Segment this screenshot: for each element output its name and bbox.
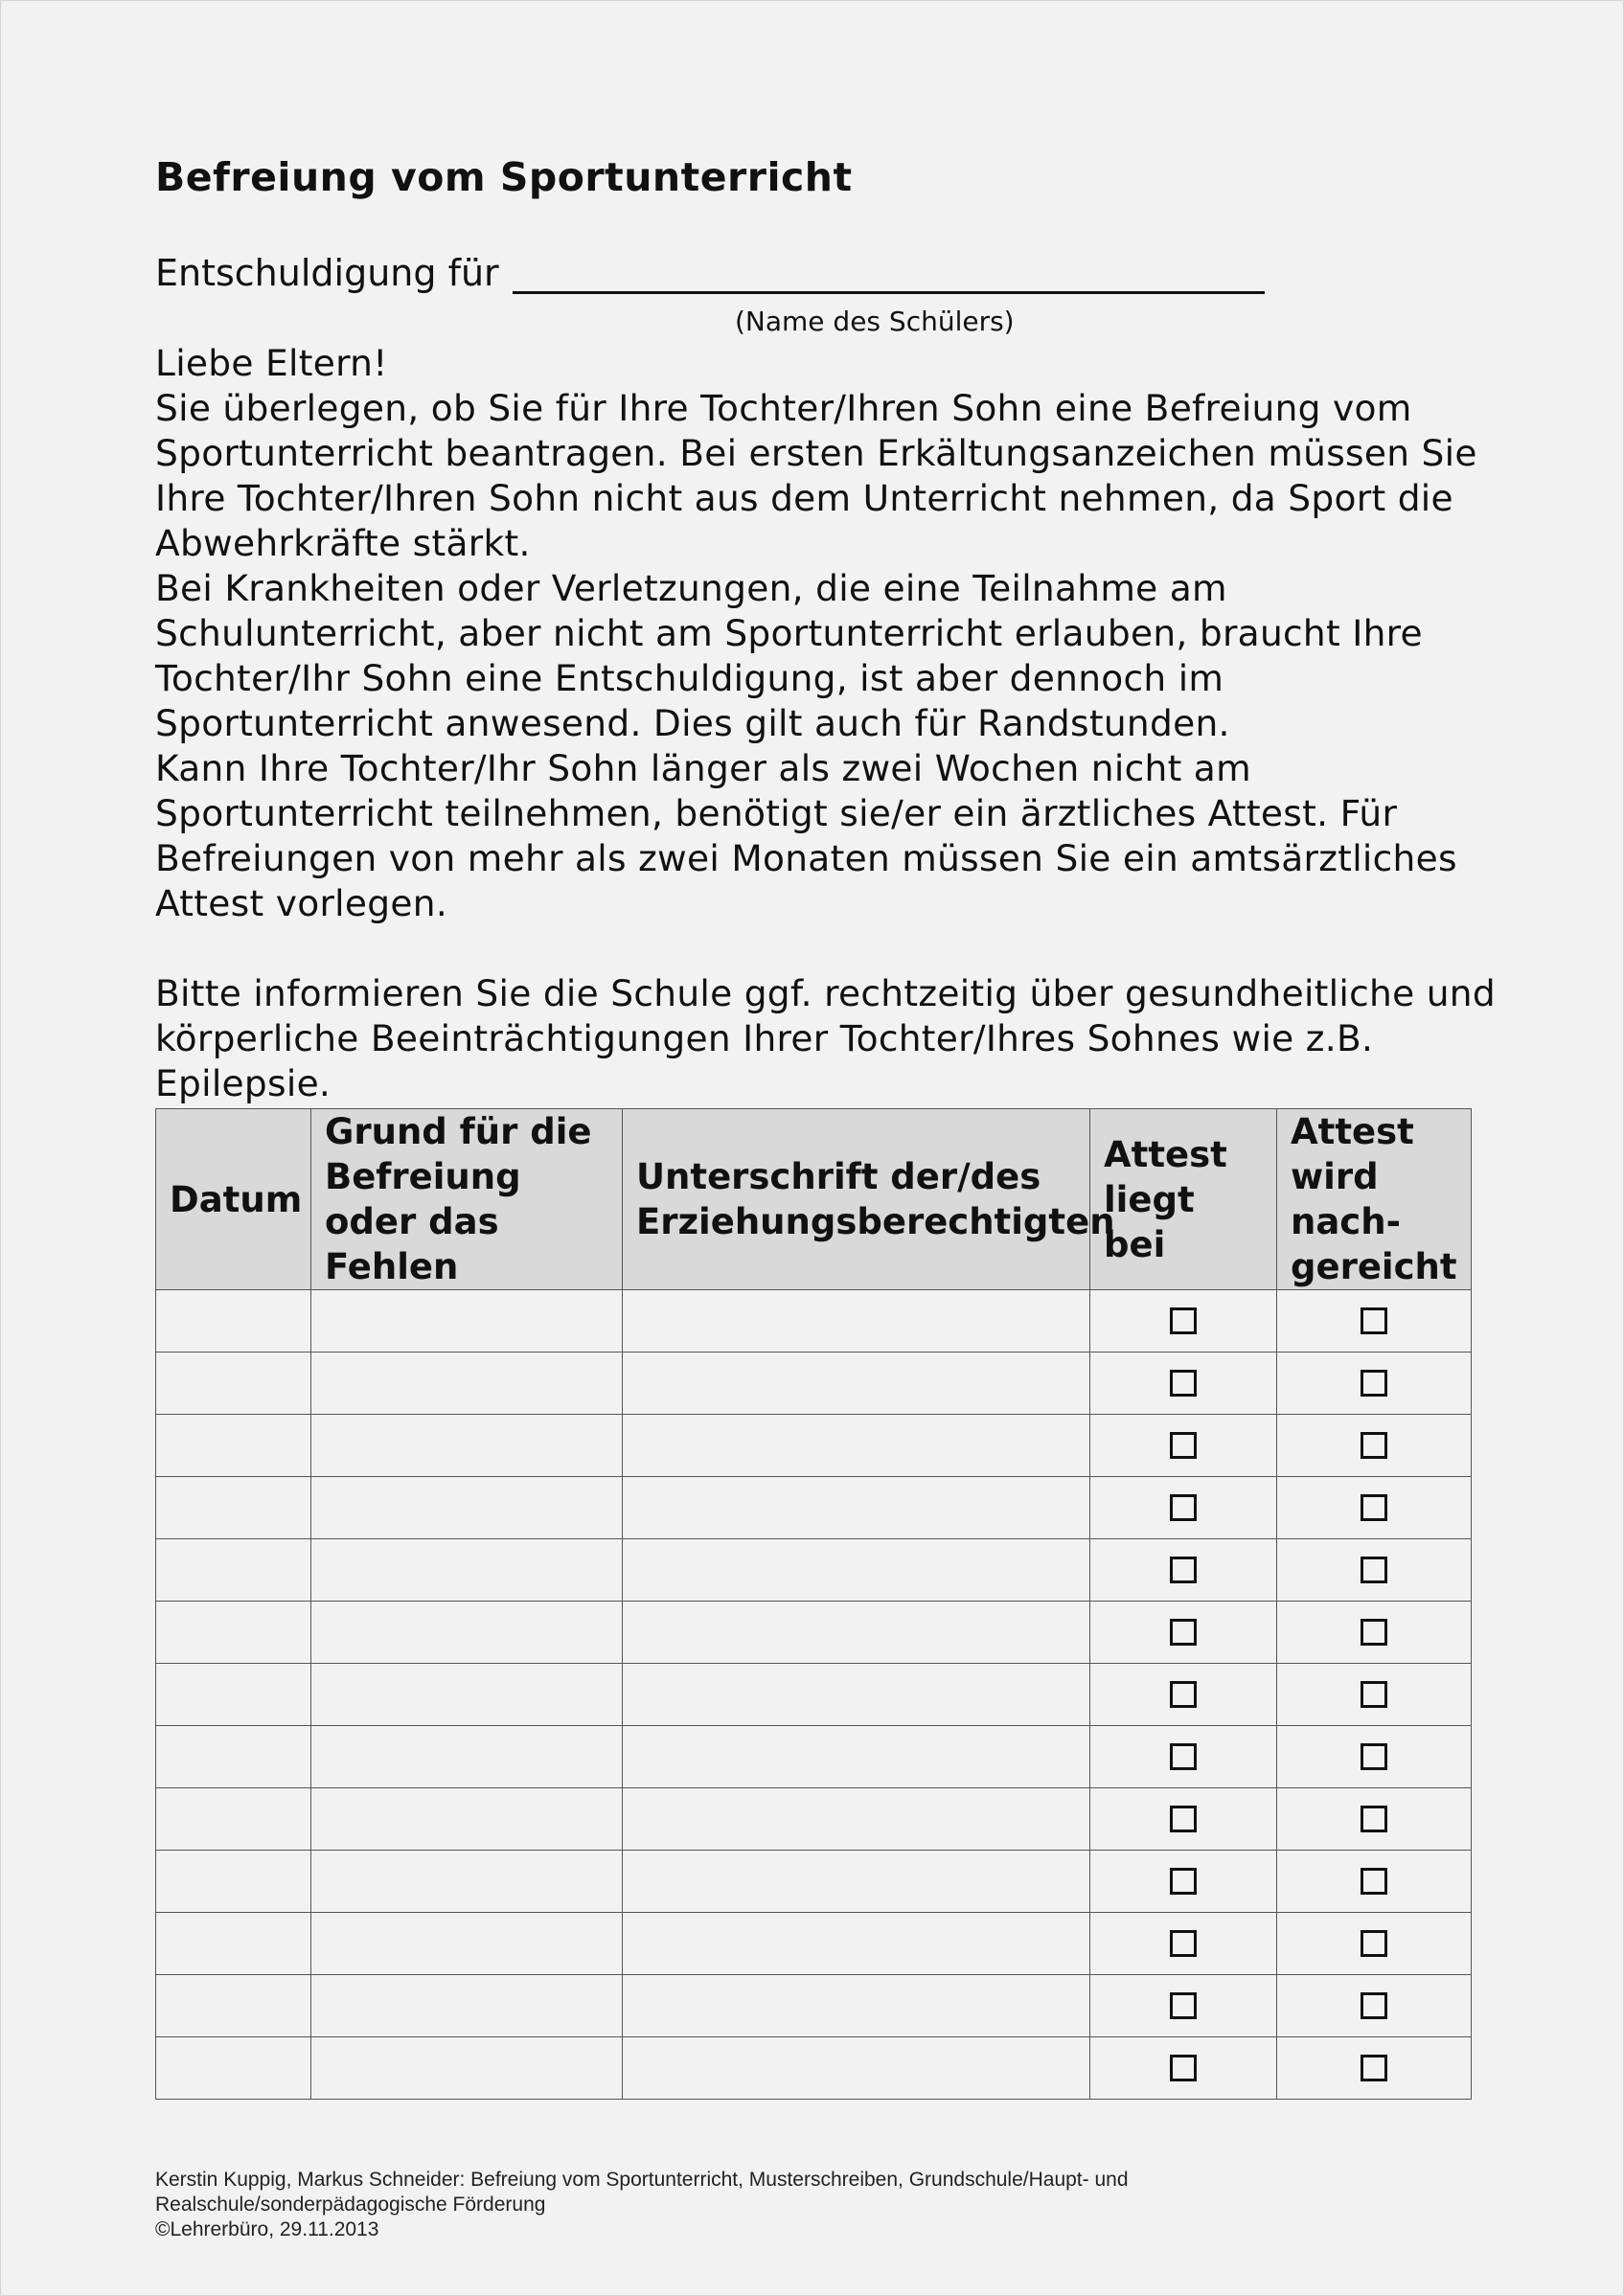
table-row <box>156 1290 1472 1353</box>
table-body <box>156 1290 1472 2100</box>
certificate-attached-checkbox[interactable] <box>1170 1681 1197 1708</box>
signature-cell[interactable] <box>623 1415 1090 1477</box>
paragraph-gap <box>155 926 1497 971</box>
paragraph-1: Sie überlegen, ob Sie für Ihre Tochter/Ihren Sohn eine Befreiung vom Sportunterricht beantragen. Bei ersten Erkältungsanzeichen müssen Sie Ihre Tochter/Ihren Sohn nicht aus dem Unterricht nehmen, da Sport die Abwehrkräfte stärkt. <box>155 387 1477 564</box>
certificate-attached-cell <box>1090 2037 1277 2100</box>
document-title: Befreiung vom Sportunterricht <box>155 154 853 200</box>
signature-cell[interactable] <box>623 1290 1090 1353</box>
certificate-attached-cell <box>1090 1602 1277 1664</box>
certificate-attached-checkbox[interactable] <box>1170 1868 1197 1895</box>
certificate-later-checkbox[interactable] <box>1361 1930 1387 1957</box>
reason-cell[interactable] <box>311 1415 623 1477</box>
table-row <box>156 1539 1472 1602</box>
date-cell[interactable] <box>156 1353 311 1415</box>
certificate-later-checkbox[interactable] <box>1361 1619 1387 1646</box>
footer <box>155 2168 1129 2242</box>
header-certificate-later: Attest wird nach-gereicht <box>1277 1109 1472 1290</box>
signature-cell[interactable] <box>623 1726 1090 1788</box>
reason-cell[interactable] <box>311 1851 623 1913</box>
certificate-later-checkbox[interactable] <box>1361 1307 1387 1334</box>
reason-cell[interactable] <box>311 1726 623 1788</box>
date-cell[interactable] <box>156 1602 311 1664</box>
certificate-attached-cell <box>1090 1539 1277 1602</box>
certificate-later-cell <box>1277 1726 1472 1788</box>
reason-cell[interactable] <box>311 1664 623 1726</box>
date-cell[interactable] <box>156 1415 311 1477</box>
certificate-attached-checkbox[interactable] <box>1170 1307 1197 1334</box>
signature-cell[interactable] <box>623 1788 1090 1851</box>
footer-line-3: ©Lehrerbüro, 29.11.2013 <box>155 2218 379 2240</box>
certificate-attached-checkbox[interactable] <box>1170 1370 1197 1397</box>
table-header-row <box>156 1109 1472 1290</box>
certificate-later-checkbox[interactable] <box>1361 1681 1387 1708</box>
paragraph-4: Bitte informieren Sie die Schule ggf. rechtzeitig über gesundheitliche und körperliche Beeinträchtigungen Ihrer Tochter/Ihres Sohnes wie z.B. Epilepsie. <box>155 972 1496 1104</box>
certificate-later-cell <box>1277 1539 1472 1602</box>
certificate-attached-checkbox[interactable] <box>1170 1743 1197 1770</box>
date-cell[interactable] <box>156 1290 311 1353</box>
signature-cell[interactable] <box>623 2037 1090 2100</box>
header-certificate-attached: Attest liegt bei <box>1090 1109 1277 1290</box>
greeting: Liebe Eltern! <box>155 342 388 384</box>
certificate-attached-cell <box>1090 1788 1277 1851</box>
signature-cell[interactable] <box>623 1664 1090 1726</box>
certificate-attached-cell <box>1090 1851 1277 1913</box>
date-cell[interactable] <box>156 1726 311 1788</box>
letter-body <box>155 341 1497 1106</box>
certificate-attached-checkbox[interactable] <box>1170 1557 1197 1583</box>
table-row <box>156 1602 1472 1664</box>
table-row <box>156 1788 1472 1851</box>
certificate-later-cell <box>1277 1477 1472 1539</box>
certificate-attached-cell <box>1090 1664 1277 1726</box>
certificate-attached-cell <box>1090 1415 1277 1477</box>
reason-cell[interactable] <box>311 1602 623 1664</box>
header-signature: Unterschrift der/des Erziehungsberechtigten <box>623 1109 1090 1290</box>
header-date: Datum <box>156 1109 311 1290</box>
header-reason: Grund für die Befreiung oder das Fehlen <box>311 1109 623 1290</box>
certificate-later-checkbox[interactable] <box>1361 1743 1387 1770</box>
certificate-later-checkbox[interactable] <box>1361 1868 1387 1895</box>
signature-cell[interactable] <box>623 1539 1090 1602</box>
certificate-later-checkbox[interactable] <box>1361 1806 1387 1832</box>
certificate-later-cell <box>1277 2037 1472 2100</box>
table-row <box>156 1353 1472 1415</box>
signature-cell[interactable] <box>623 1913 1090 1975</box>
table-row <box>156 1851 1472 1913</box>
certificate-attached-checkbox[interactable] <box>1170 2055 1197 2081</box>
certificate-later-checkbox[interactable] <box>1361 1557 1387 1583</box>
footer-line-2: Realschule/sonderpädagogische Förderung <box>155 2194 546 2216</box>
absence-table <box>155 1108 1472 2100</box>
date-cell[interactable] <box>156 2037 311 2100</box>
certificate-attached-cell <box>1090 1913 1277 1975</box>
certificate-later-checkbox[interactable] <box>1361 1992 1387 2019</box>
certificate-attached-checkbox[interactable] <box>1170 1992 1197 2019</box>
certificate-attached-checkbox[interactable] <box>1170 1494 1197 1521</box>
certificate-later-checkbox[interactable] <box>1361 1370 1387 1397</box>
certificate-attached-checkbox[interactable] <box>1170 1619 1197 1646</box>
certificate-later-cell <box>1277 1975 1472 2037</box>
table-row <box>156 2037 1472 2100</box>
reason-cell[interactable] <box>311 1477 623 1539</box>
table-row <box>156 1726 1472 1788</box>
signature-cell[interactable] <box>623 1353 1090 1415</box>
paragraph-2: Bei Krankheiten oder Verletzungen, die eine Teilnahme am Schulunterricht, aber nicht am Sportunterricht erlauben, braucht Ihre Tochter/Ihr Sohn eine Entschuldigung, ist aber dennoch im Sportunterricht anwesend. Dies gilt auch für Randstunden. <box>155 567 1423 744</box>
date-cell[interactable] <box>156 1913 311 1975</box>
certificate-attached-cell <box>1090 1975 1277 2037</box>
certificate-later-cell <box>1277 1664 1472 1726</box>
certificate-attached-checkbox[interactable] <box>1170 1930 1197 1957</box>
table-row <box>156 1415 1472 1477</box>
student-name-field[interactable] <box>513 253 1265 294</box>
reason-cell[interactable] <box>311 1975 623 2037</box>
certificate-later-cell <box>1277 1290 1472 1353</box>
signature-cell[interactable] <box>623 1477 1090 1539</box>
name-caption: (Name des Schülers) <box>735 306 1015 337</box>
reason-cell[interactable] <box>311 2037 623 2100</box>
reason-cell[interactable] <box>311 1539 623 1602</box>
certificate-attached-checkbox[interactable] <box>1170 1806 1197 1832</box>
table-row <box>156 1975 1472 2037</box>
date-cell[interactable] <box>156 1539 311 1602</box>
certificate-later-cell <box>1277 1913 1472 1975</box>
reason-cell[interactable] <box>311 1788 623 1851</box>
date-cell[interactable] <box>156 1788 311 1851</box>
date-cell[interactable] <box>156 1477 311 1539</box>
signature-cell[interactable] <box>623 1975 1090 2037</box>
table-row <box>156 1477 1472 1539</box>
certificate-attached-cell <box>1090 1353 1277 1415</box>
paragraph-3: Kann Ihre Tochter/Ihr Sohn länger als zwei Wochen nicht am Sportunterricht teilnehmen, benötigt sie/er ein ärztliches Attest. Für Befreiungen von mehr als zwei Monaten müssen Sie ein amtsärztliches Attest vorlegen. <box>155 747 1457 924</box>
reason-cell[interactable] <box>311 1290 623 1353</box>
footer-line-1: Kerstin Kuppig, Markus Schneider: Befreiung vom Sportunterricht, Musterschreiben, Grundschule/Haupt- und <box>155 2169 1129 2191</box>
excuse-line <box>155 252 1265 294</box>
certificate-later-cell <box>1277 1602 1472 1664</box>
reason-cell[interactable] <box>311 1353 623 1415</box>
table-row <box>156 1664 1472 1726</box>
certificate-attached-cell <box>1090 1477 1277 1539</box>
certificate-later-cell <box>1277 1851 1472 1913</box>
certificate-attached-checkbox[interactable] <box>1170 1432 1197 1459</box>
certificate-later-checkbox[interactable] <box>1361 2055 1387 2081</box>
certificate-later-cell <box>1277 1788 1472 1851</box>
certificate-later-cell <box>1277 1415 1472 1477</box>
certificate-attached-cell <box>1090 1290 1277 1353</box>
certificate-attached-cell <box>1090 1726 1277 1788</box>
table-row <box>156 1913 1472 1975</box>
signature-cell[interactable] <box>623 1851 1090 1913</box>
certificate-later-cell <box>1277 1353 1472 1415</box>
excuse-label: Entschuldigung für <box>155 252 499 294</box>
reason-cell[interactable] <box>311 1913 623 1975</box>
date-cell[interactable] <box>156 1975 311 2037</box>
certificate-later-checkbox[interactable] <box>1361 1494 1387 1521</box>
date-cell[interactable] <box>156 1664 311 1726</box>
certificate-later-checkbox[interactable] <box>1361 1432 1387 1459</box>
date-cell[interactable] <box>156 1851 311 1913</box>
signature-cell[interactable] <box>623 1602 1090 1664</box>
